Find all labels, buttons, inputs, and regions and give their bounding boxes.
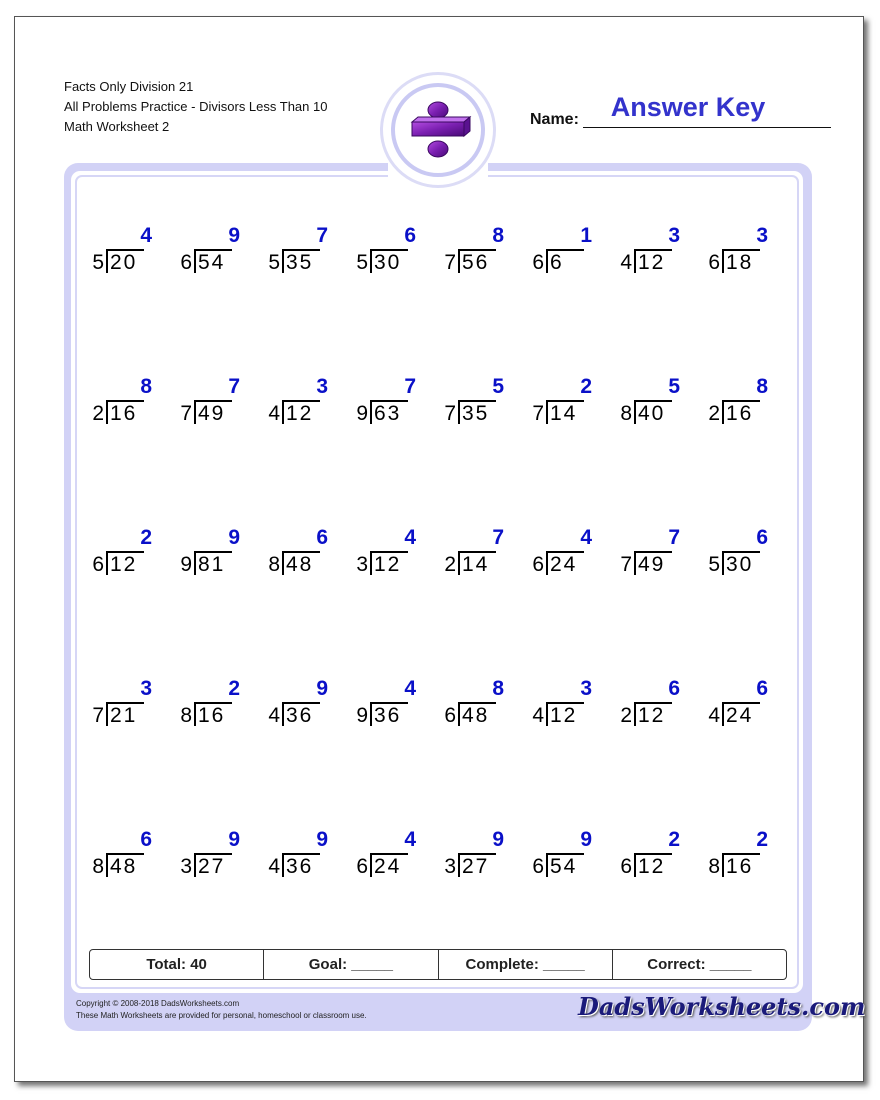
division-problem — [704, 224, 776, 278]
division-bracket-side — [546, 249, 548, 273]
divisor: 7 — [444, 402, 456, 425]
quotient-answer: 9 — [228, 828, 242, 851]
division-sign-icon — [395, 87, 481, 173]
division-problem — [528, 677, 600, 731]
division-problem — [176, 375, 248, 429]
dividend: 36 — [374, 704, 402, 727]
divisor: 5 — [268, 251, 280, 274]
name-field-line[interactable] — [583, 127, 831, 128]
quotient-answer: 7 — [316, 224, 330, 247]
division-bracket-side — [546, 702, 548, 726]
division-bracket-side — [458, 853, 460, 877]
quotient-answer: 4 — [580, 526, 594, 549]
division-bracket-side — [282, 702, 284, 726]
quotient-answer: 2 — [580, 375, 594, 398]
quotient-answer: 7 — [668, 526, 682, 549]
quotient-answer: 9 — [316, 828, 330, 851]
divisor: 3 — [180, 855, 192, 878]
dividend: 18 — [726, 251, 754, 274]
dividend: 16 — [726, 402, 754, 425]
division-bracket-side — [282, 853, 284, 877]
division-problem — [352, 677, 424, 731]
quotient-answer: 5 — [668, 375, 682, 398]
division-logo — [380, 72, 496, 188]
division-problem — [264, 224, 336, 278]
divisor: 5 — [708, 553, 720, 576]
division-bracket-side — [282, 249, 284, 273]
quotient-answer: 4 — [404, 677, 418, 700]
correct-cell[interactable]: Correct: _____ — [647, 956, 752, 973]
divisor: 6 — [356, 855, 368, 878]
dividend: 24 — [374, 855, 402, 878]
division-bracket-side — [194, 853, 196, 877]
divisor: 5 — [356, 251, 368, 274]
quotient-answer: 5 — [492, 375, 506, 398]
division-problem — [352, 828, 424, 882]
divisor: 7 — [180, 402, 192, 425]
divisor: 9 — [356, 704, 368, 727]
division-problem — [440, 677, 512, 731]
quotient-answer: 6 — [756, 526, 770, 549]
division-problem — [88, 375, 160, 429]
quotient-answer: 3 — [580, 677, 594, 700]
divisor: 9 — [356, 402, 368, 425]
division-problem — [440, 526, 512, 580]
division-problem — [440, 224, 512, 278]
quotient-answer: 8 — [140, 375, 154, 398]
dividend: 36 — [286, 704, 314, 727]
divisor: 6 — [532, 251, 544, 274]
division-problem — [528, 526, 600, 580]
quotient-answer: 7 — [228, 375, 242, 398]
division-problem — [352, 224, 424, 278]
dividend: 20 — [110, 251, 138, 274]
quotient-answer: 4 — [404, 828, 418, 851]
quotient-answer: 4 — [404, 526, 418, 549]
dividend: 12 — [110, 553, 138, 576]
division-problem — [264, 526, 336, 580]
dividend: 49 — [638, 553, 666, 576]
divisor: 8 — [708, 855, 720, 878]
divisor: 3 — [356, 553, 368, 576]
division-problem — [528, 375, 600, 429]
divisor: 7 — [620, 553, 632, 576]
dividend: 48 — [286, 553, 314, 576]
problems-frame — [64, 163, 866, 1031]
quotient-answer: 6 — [668, 677, 682, 700]
total-cell: Total: 40 — [90, 950, 264, 979]
divisor: 7 — [532, 402, 544, 425]
divisor: 3 — [444, 855, 456, 878]
division-problem — [264, 375, 336, 429]
quotient-answer: 9 — [580, 828, 594, 851]
divisor: 4 — [268, 402, 280, 425]
division-bracket-side — [722, 702, 724, 726]
division-problem — [88, 526, 160, 580]
divisor: 4 — [708, 704, 720, 727]
complete-cell[interactable]: Complete: _____ — [439, 950, 613, 979]
logo-ring — [391, 83, 485, 177]
divisor: 6 — [708, 251, 720, 274]
division-bracket-side — [634, 853, 636, 877]
quotient-answer: 2 — [756, 828, 770, 851]
dividend: 12 — [638, 704, 666, 727]
division-bracket-side — [722, 400, 724, 424]
dividend: 36 — [286, 855, 314, 878]
brand-logo: DadsWorksheets.com — [578, 992, 866, 1021]
dividend: 16 — [198, 704, 226, 727]
division-bracket-side — [458, 400, 460, 424]
division-bracket-side — [194, 702, 196, 726]
division-problem — [616, 224, 688, 278]
division-problem — [440, 375, 512, 429]
divisor: 8 — [268, 553, 280, 576]
division-bracket-side — [106, 249, 108, 273]
worksheet-number: Math Worksheet 2 — [64, 119, 170, 134]
quotient-answer: 2 — [140, 526, 154, 549]
divisor: 8 — [620, 402, 632, 425]
quotient-answer: 7 — [492, 526, 506, 549]
divisor: 8 — [180, 704, 192, 727]
division-problem — [88, 677, 160, 731]
worksheet-header — [64, 77, 327, 137]
division-problem — [440, 828, 512, 882]
quotient-answer: 3 — [140, 677, 154, 700]
quotient-answer: 7 — [404, 375, 418, 398]
division-bracket-side — [458, 249, 460, 273]
division-bracket-side — [194, 551, 196, 575]
dividend: 14 — [462, 553, 490, 576]
division-bracket-side — [458, 551, 460, 575]
division-bracket-side — [546, 853, 548, 877]
division-bracket-side — [370, 551, 372, 575]
division-problem — [176, 526, 248, 580]
division-problem — [704, 526, 776, 580]
division-bracket-side — [722, 853, 724, 877]
divisor: 5 — [92, 251, 104, 274]
divisor: 2 — [708, 402, 720, 425]
division-bracket-side — [282, 551, 284, 575]
divisor: 2 — [620, 704, 632, 727]
worksheet-subtitle: All Problems Practice - Divisors Less Than 10 — [64, 99, 328, 114]
quotient-answer: 3 — [668, 224, 682, 247]
copyright-line: Copyright © 2008-2018 DadsWorksheets.com — [76, 999, 240, 1008]
goal-cell[interactable]: Goal: _____ — [264, 950, 438, 979]
division-bracket-side — [106, 853, 108, 877]
dividend: 30 — [374, 251, 402, 274]
division-problem — [352, 526, 424, 580]
division-problem — [616, 828, 688, 882]
division-bracket-side — [546, 400, 548, 424]
quotient-answer: 1 — [580, 224, 594, 247]
name-field-value: Answer Key — [610, 92, 766, 122]
dividend: 12 — [374, 553, 402, 576]
division-bracket-side — [722, 551, 724, 575]
division-problem — [616, 526, 688, 580]
dividend: 12 — [638, 855, 666, 878]
quotient-answer: 6 — [140, 828, 154, 851]
division-problem — [616, 375, 688, 429]
division-problem — [704, 828, 776, 882]
division-bracket-side — [634, 702, 636, 726]
divisor: 6 — [180, 251, 192, 274]
divisor: 6 — [444, 704, 456, 727]
divisor: 4 — [532, 704, 544, 727]
quotient-answer: 6 — [756, 677, 770, 700]
dividend: 48 — [462, 704, 490, 727]
dividend: 12 — [638, 251, 666, 274]
divisor: 2 — [92, 402, 104, 425]
quotient-answer: 9 — [228, 526, 242, 549]
divisor: 4 — [268, 704, 280, 727]
dividend: 56 — [462, 251, 490, 274]
division-problem — [616, 677, 688, 731]
worksheet-title: Facts Only Division 21 — [64, 79, 194, 94]
division-problem — [176, 224, 248, 278]
division-bracket-side — [370, 249, 372, 273]
division-bracket-side — [106, 400, 108, 424]
division-bracket-side — [282, 400, 284, 424]
usage-line: These Math Worksheets are provided for personal, homeschool or classroom use. — [76, 1011, 367, 1020]
dividend: 6 — [550, 251, 564, 274]
dividend: 27 — [462, 855, 490, 878]
divisor: 7 — [92, 704, 104, 727]
dividend: 48 — [110, 855, 138, 878]
division-problem — [704, 677, 776, 731]
quotient-answer: 2 — [668, 828, 682, 851]
quotient-answer: 8 — [756, 375, 770, 398]
division-problem — [264, 677, 336, 731]
dividend: 35 — [286, 251, 314, 274]
divisor: 4 — [620, 251, 632, 274]
dividend: 21 — [110, 704, 138, 727]
division-problem — [704, 375, 776, 429]
dividend: 12 — [550, 704, 578, 727]
quotient-answer: 8 — [492, 224, 506, 247]
division-bracket-side — [370, 702, 372, 726]
divisor: 6 — [532, 855, 544, 878]
division-bracket-side — [634, 400, 636, 424]
dividend: 16 — [110, 402, 138, 425]
division-problem — [352, 375, 424, 429]
divisor: 6 — [532, 553, 544, 576]
quotient-answer: 3 — [316, 375, 330, 398]
dividend: 49 — [198, 402, 226, 425]
divisor: 8 — [92, 855, 104, 878]
quotient-answer: 3 — [756, 224, 770, 247]
divisor: 7 — [444, 251, 456, 274]
copyright-notice — [76, 998, 367, 1022]
dividend: 54 — [198, 251, 226, 274]
score-bar — [89, 949, 787, 980]
quotient-answer: 6 — [404, 224, 418, 247]
quotient-answer: 2 — [228, 677, 242, 700]
dividend: 16 — [726, 855, 754, 878]
dividend: 35 — [462, 402, 490, 425]
dividend: 30 — [726, 553, 754, 576]
division-bracket-side — [722, 249, 724, 273]
divisor: 2 — [444, 553, 456, 576]
dividend: 14 — [550, 402, 578, 425]
dividend: 40 — [638, 402, 666, 425]
quotient-answer: 9 — [228, 224, 242, 247]
division-bracket-side — [458, 702, 460, 726]
division-bracket-side — [194, 400, 196, 424]
quotient-answer: 8 — [492, 677, 506, 700]
dividend: 12 — [286, 402, 314, 425]
divisor: 9 — [180, 553, 192, 576]
dividend: 24 — [726, 704, 754, 727]
division-bracket-side — [370, 400, 372, 424]
division-bracket-side — [546, 551, 548, 575]
quotient-answer: 6 — [316, 526, 330, 549]
division-problem — [528, 224, 600, 278]
division-problem — [176, 677, 248, 731]
division-problem — [176, 828, 248, 882]
division-bracket-side — [106, 702, 108, 726]
division-bracket-side — [634, 551, 636, 575]
dividend: 24 — [550, 553, 578, 576]
division-bracket-side — [106, 551, 108, 575]
division-problem — [528, 828, 600, 882]
quotient-answer: 4 — [140, 224, 154, 247]
division-bracket-side — [370, 853, 372, 877]
divisor: 4 — [268, 855, 280, 878]
dividend: 27 — [198, 855, 226, 878]
division-bracket-side — [194, 249, 196, 273]
dividend: 63 — [374, 402, 402, 425]
division-bracket-side — [634, 249, 636, 273]
division-problem — [264, 828, 336, 882]
name-label: Name: — [530, 111, 579, 128]
dividend: 54 — [550, 855, 578, 878]
dividend: 81 — [198, 553, 226, 576]
quotient-answer: 9 — [316, 677, 330, 700]
division-problem — [88, 224, 160, 278]
divisor: 6 — [620, 855, 632, 878]
divisor: 6 — [92, 553, 104, 576]
division-problem — [88, 828, 160, 882]
quotient-answer: 9 — [492, 828, 506, 851]
